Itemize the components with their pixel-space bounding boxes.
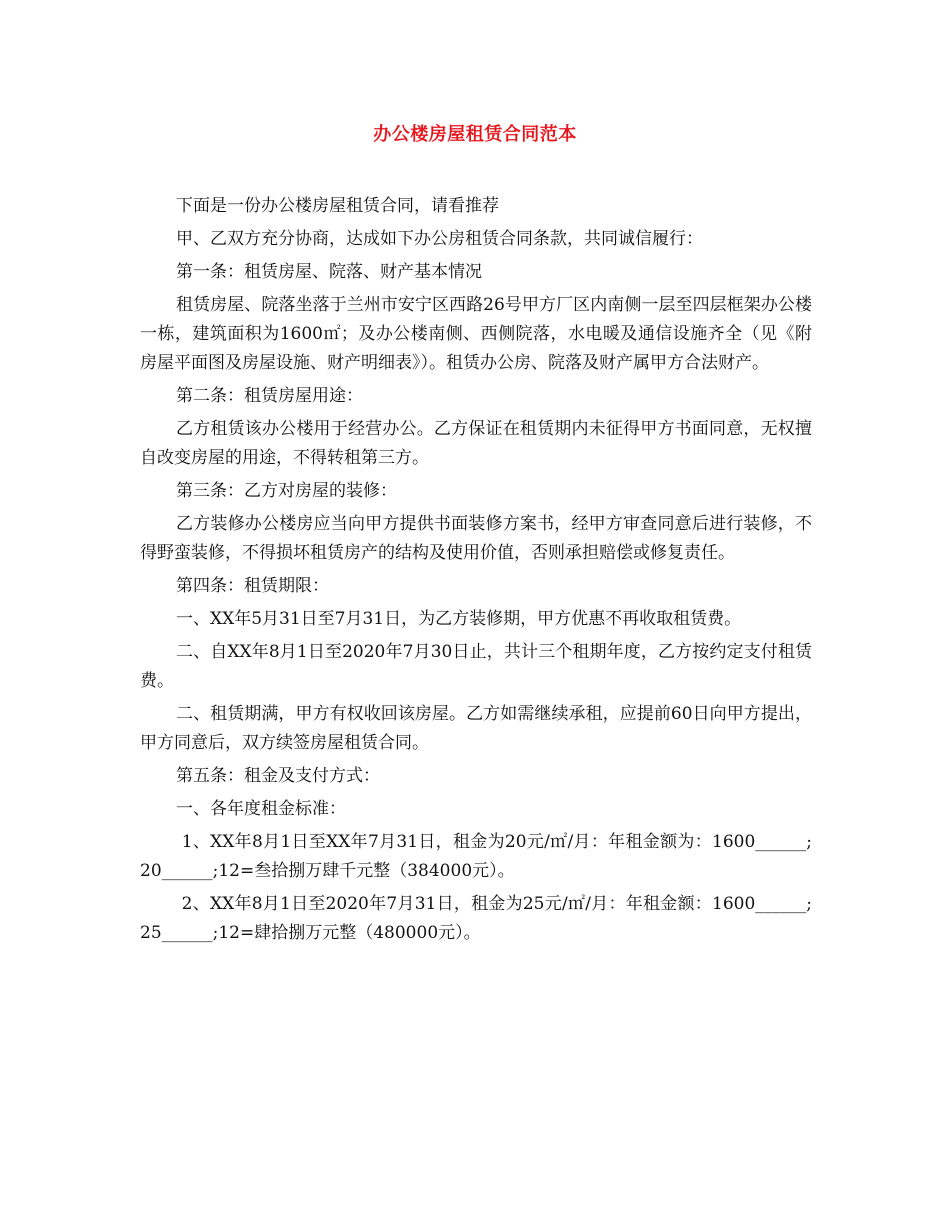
article-4-item-1: 一、XX年5月31日至7月31日，为乙方装修期，甲方优惠不再收取租赁费。 — [176, 609, 742, 629]
article-4-item-3: 二、租赁期满，甲方有权收回该房屋。乙方如需继续承租，应提前60日向甲方提出，甲方同意后，双方续签房屋租赁合同。 — [140, 704, 812, 753]
document-body — [140, 192, 812, 952]
article-2-heading: 第二条：租赁房屋用途： — [176, 386, 363, 406]
article-1-heading: 第一条：租赁房屋、院落、财产基本情况 — [176, 262, 482, 282]
article-5-subitem-2: 2、XX年8月1日至2020年7月31日，租金为25元/㎡/月：年租金额：1600______;25______;12=肆拾捌万元整（480000元）。 — [140, 894, 812, 943]
article-2-text: 乙方租赁该办公楼用于经营办公。乙方保证在租赁期内未征得甲方书面同意，无权擅自改变房屋的用途，不得转租第三方。 — [140, 419, 812, 468]
article-4-item-2: 二、自XX年8月1日至2020年7月30日止，共计三个租期年度，乙方按约定支付租赁费。 — [140, 642, 812, 691]
article-1-text: 租赁房屋、院落坐落于兰州市安宁区西路26号甲方厂区内南侧一层至四层框架办公楼一栋，建筑面积为1600㎡；及办公楼南侧、西侧院落，水电暖及通信设施齐全（见《附房屋平面图及房屋设施、财产明细表》）。租赁办公房、院落及财产属甲方合法财产。 — [140, 295, 812, 373]
article-3-text: 乙方装修办公楼房应当向甲方提供书面装修方案书，经甲方审查同意后进行装修，不得野蛮装修，不得损坏租赁房产的结构及使用价值，否则承担赔偿或修复责任。 — [140, 514, 812, 563]
article-3-heading: 第三条：乙方对房屋的装修： — [176, 481, 397, 501]
paragraph-agreement: 甲、乙双方充分协商，达成如下办公房租赁合同条款，共同诚信履行： — [176, 229, 703, 249]
article-5-subitem-1: 1、XX年8月1日至XX年7月31日，租金为20元/㎡/月：年租金额为：1600______;20______;12=叁拾捌万肆千元整（384000元）。 — [140, 832, 812, 881]
article-5-heading: 第五条：租金及支付方式： — [176, 766, 380, 786]
document-title: 办公楼房屋租赁合同范本 — [373, 124, 577, 145]
paragraph-intro: 下面是一份办公楼房屋租赁合同，请看推荐 — [176, 196, 499, 216]
article-5-item-1: 一、各年度租金标准： — [176, 799, 346, 819]
article-4-heading: 第四条：租赁期限： — [176, 576, 329, 596]
